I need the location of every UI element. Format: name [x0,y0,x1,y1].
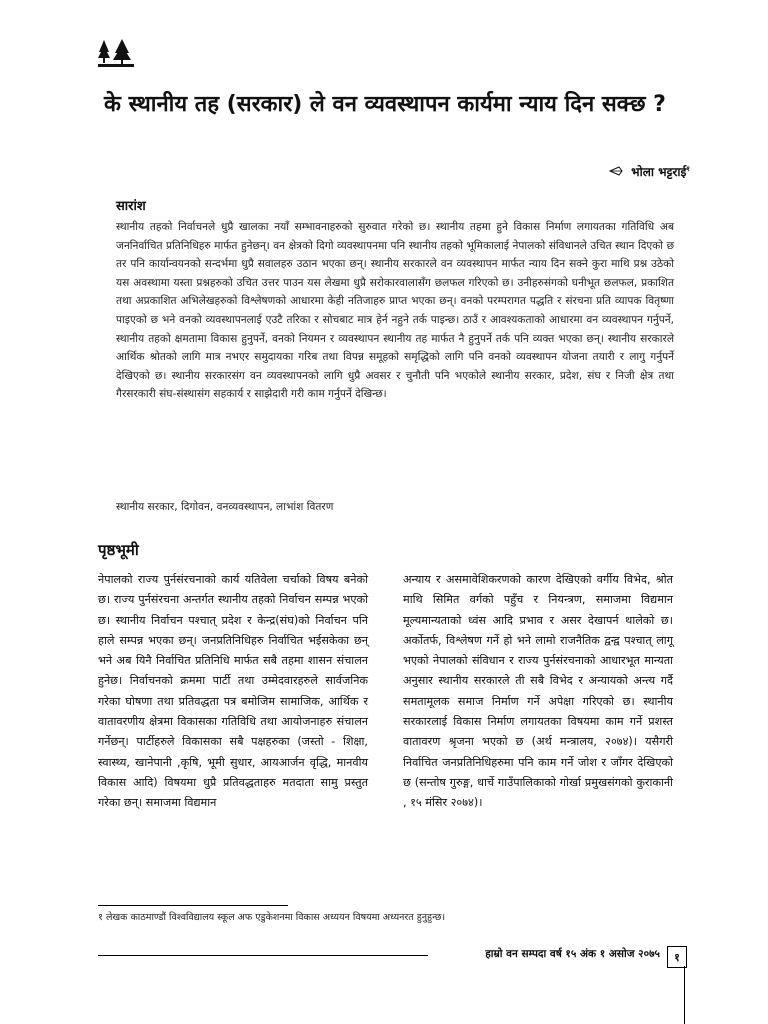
journal-footer: हाम्रो वन सम्पदा वर्ष १५ अंक १ असोज २०७५ [485,948,660,960]
page-edge-line [684,966,685,1024]
author-name: भोला भट्टराई [631,165,687,179]
footnote: १ लेखक काठमाण्डौं विश्वविद्यालय स्कूल अफ एडुकेशनमा विकास अध्ययन विषयमा अध्यनरत हुनुहुन्छ। [98,912,446,923]
journal-logo-icon [98,38,134,68]
keywords: स्थानीय सरकार, दिगोवन, वनव्यवस्थापन, लाभांश वितरण [116,501,334,513]
footer-divider [98,955,428,956]
abstract-heading: सारांश [116,199,146,214]
footnote-divider [98,905,288,906]
article-title: के स्थानीय तह (सरकार) ले वन व्यवस्थापन कार्यमा न्याय दिन सक्छ ? [104,92,666,117]
abstract-text: स्थानीय तहको निर्वाचनले धुप्रै खालका नयाँ सम्भावनाहरुको सुरुवात गरेको छ। स्थानीय तहमा हुने विकास निर्माण लगायतका गतिविधि अब जननिर्वाचित प्रतिनिधिहरु मार्फत हुनेछन्। वन क्षेत्रको दिगो व्यवस्थापनमा पनि स्थानीय तहको भूमिकालाई नेपालको संविधानले उचित स्थान दिएको छ तर पनि कार्यान्वयनको सन्दर्भमा धुप्रै सवालहरु उठान भएका छन्। स्थानीय सरकारले वन व्यवस्थापन मार्फत न्याय दिन सक्ने कुरा माथि प्रश्न उठेको यस अवस्थामा यस्ता प्रश्नहरुको उचित उत्तर पाउन यस लेखमा धुप्रै सरोकारवालासँग छलफल गरिएको छ। उनीहरुसंगको घनीभूत छलफल, प्रकाशित तथा अप्रकाशित अभिलेखहरुको विश्लेषणको आधारमा केही नतिजाहरु प्राप्त भएका छन्। वनको परम्परागत पद्धति र संरचना प्रति व्यापक वितृष्णा पाइएको छ भने वनको व्यवस्थापनलाई एउटै तरिका र सोचबाट मात्र हेर्न नहुने तर्क पाइन्छ। ठाउँ र आवश्यकताको आधारमा वन व्यवस्थापन गर्नुपर्ने, स्थानीय तहको क्षमतामा विकास हुनुपर्ने, वनको नियमन र व्यवस्थापन स्थानीय तह मार्फत नै हुनुपर्ने तर्क पनि व्यक्त भएका छन्। स्थानीय सरकारले आर्थिक श्रोतको लागि मात्र नभएर समुदायका गरिब तथा विपन्न समूहको समृद्धिको लागि पनि वनको व्यवस्थापन योजना तयारी र लागु गर्नुपर्ने देखिएको छ। स्थानीय सरकारसंग वन व्यवस्थापनको लागि धुप्रै अवसर र चुनौती पनि भएकोले स्थानीय सरकार, प्रदेश, संघ र निजी क्षेत्र तथा गैरसरकारी संघ-संस्थासंग सहकार्य र साझेदारी गरी काम गर्नुपर्ने देखिन्छ। [116,221,674,401]
body-column-left: नेपालको राज्य पुर्नसंरचनाको कार्य यतिवेला चर्चाको विषय बनेको छ। राज्य पुर्नसंरचना अन्तर्गत स्थानीय तहको निर्वाचन सम्पन्न भएको छ। स्थानीय निर्वाचन पश्चात् प्रदेश र केन्द्र(संघ)को निर्वाचन पनि हाले सम्पन्न भएका छन्। जनप्रतिनिधिहरु निर्वाचित भईसकेका छन् भने अब यिनै निर्वाचित प्रतिनिधि मार्फत सबै तहमा शासन संचालन हुनेछ। निर्वाचनको क्रममा पार्टी तथा उम्मेदवारहरुले सार्वजनिक गरेका घोषणा तथा प्रतिवद्धता पत्र बमोजिम सामाजिक, आर्थिक र वातावरणीय क्षेत्रमा विकासका गतिविधि तथा आयोजनाहरु संचालन गर्नेछन्। पार्टीहरुले विकासका सबै पक्षहरुका (जस्तो - शिक्षा, स्वास्थ्य, खानेपानी ,कृषि, भूमी सुधार, आयआर्जन वृद्धि, मानवीय विकास आदि) विषयमा धुप्रै प्रतिवद्धताहरु मतदाता सामु प्रस्तुत गरेका छन्। समाजमा विद्यमान [98,573,368,810]
body-column-right: अन्याय र असमावेशिकरणको कारण देखिएको वर्गीय विभेद, श्रोत माथि सिमित वर्गको पहुँच र नियन्त्रण, समाजमा विद्यमान मूल्यमान्यताको ध्वंस आदि प्रभाव र असर देखापर्न थालेको छ। अर्कोतर्फ, विश्लेषण गर्ने हो भने लामो राजनैतिक द्वन्द्व पश्चात् लागू भएको नेपालको संविधान र राज्य पुर्नसंरचनाको आधारभूत मान्यता अनुसार स्थानीय सरकारले ती सबै विभेद र अन्यायको अन्त्य गर्दै समतामूलक समाज निर्माण गर्ने अपेक्षा गरिएको छ। स्थानीय सरकारलाई विकास निर्माण लगायतका विषयमा काम गर्ने प्रशस्त वातावरण श्रृजना भएको छ (अर्थ मन्त्रालय, २०७४)। यसैगरी निर्वाचित जनप्रतिनिधिहरुमा पनि काम गर्ने जोश र जाँगर देखिएको छ (सन्तोष गुरुङ्ग, धार्चे गाउँपालिकाको गोर्खा प्रमुखसंगको कुराकानी , १५ मंसिर २०७४)। [403,573,673,810]
page-number: १ [667,946,687,968]
section-heading: पृष्ठभूमी [98,541,139,559]
pen-nib-icon [609,165,623,179]
author-footnote-mark: १ [686,165,690,173]
author-line [609,163,690,180]
